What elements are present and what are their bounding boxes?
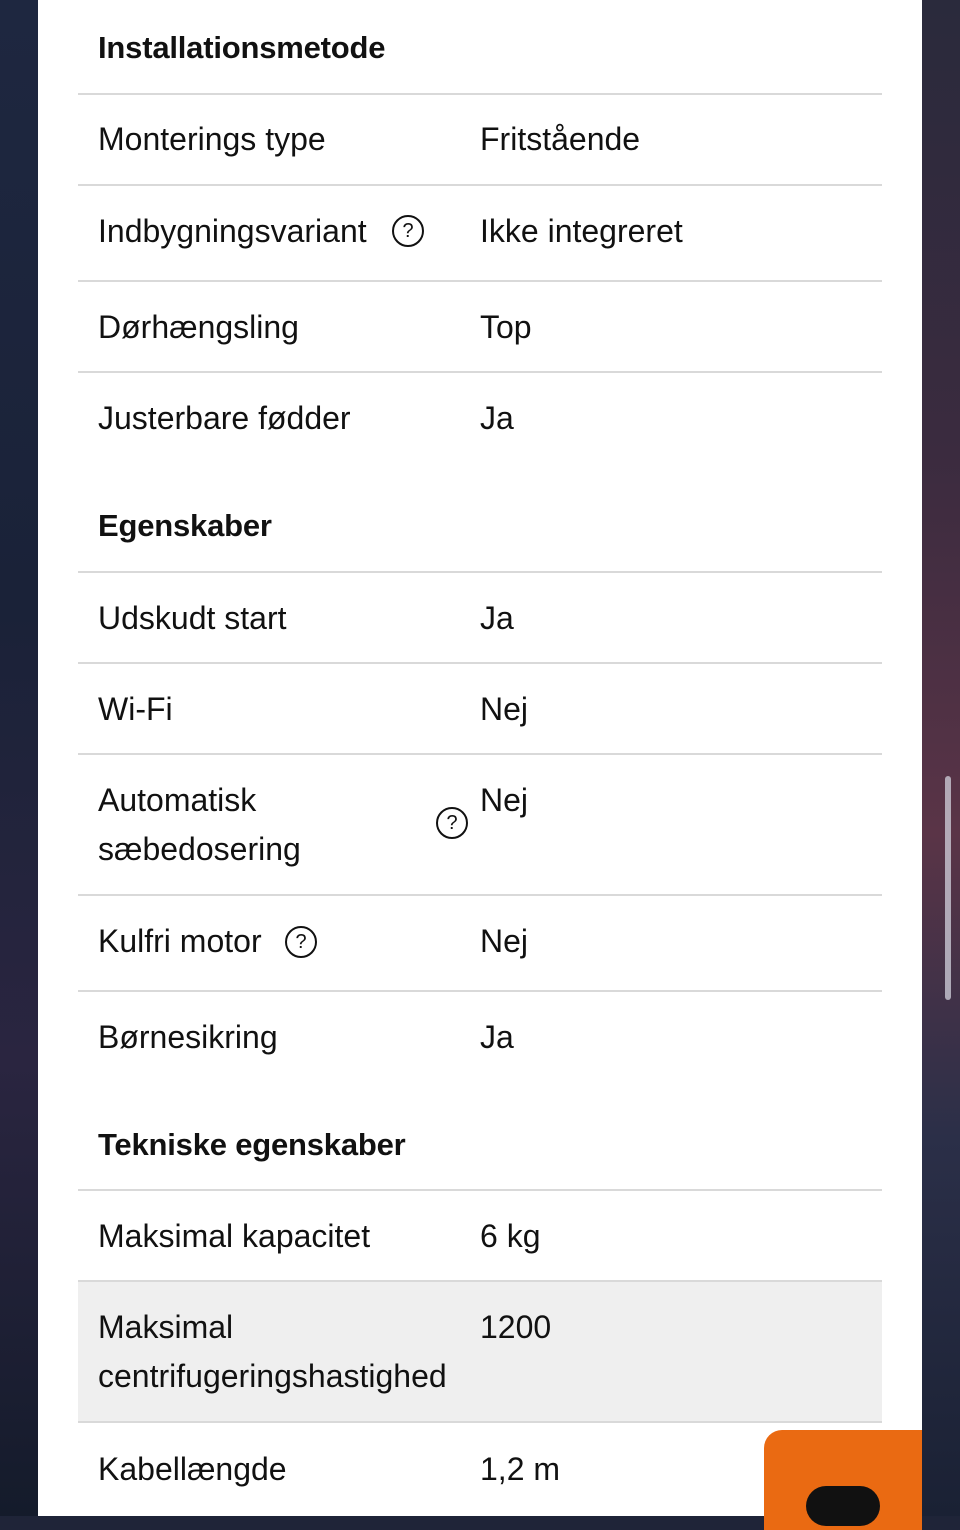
spec-row-maksimal-kapacitet	[78, 1191, 882, 1280]
spec-row-kabellaengde	[78, 1423, 882, 1516]
background-right	[922, 0, 960, 1516]
section-title-egenskaber: Egenskaber	[98, 508, 272, 543]
spec-value: Fritstående	[480, 121, 641, 157]
spec-value: Nej	[480, 923, 529, 959]
spec-value: Nej	[480, 782, 529, 818]
spec-value: 1,2 m	[480, 1451, 561, 1487]
spec-label: Wi-Fi	[98, 691, 173, 727]
section-title-installationsmetode: Installationsmetode	[98, 30, 386, 65]
spec-label: Maksimal kapacitet	[98, 1218, 371, 1254]
specifications-panel	[38, 0, 922, 1516]
spec-row-bornesikring	[78, 992, 882, 1082]
background-left	[0, 0, 38, 1516]
spec-label-line2: sæbedosering	[98, 831, 301, 867]
spec-row-wi-fi	[78, 664, 882, 753]
spec-label-line2: centrifugeringshastighed	[98, 1358, 447, 1394]
spec-value: Ja	[480, 1019, 514, 1055]
spec-label: Justerbare fødder	[98, 400, 351, 436]
spec-row-indbygningsvariant	[78, 186, 882, 280]
spec-label: Udskudt start	[98, 600, 287, 636]
spec-label: Kulfri motor	[98, 923, 262, 959]
spec-label: Monterings type	[98, 121, 326, 157]
spec-label-line1: Automatisk	[98, 782, 257, 818]
spec-row-automatisk-saebedosering	[78, 755, 882, 894]
spec-label: Indbygningsvariant	[98, 213, 367, 249]
spec-row-maksimal-centrifugeringshastighed	[78, 1282, 882, 1421]
spec-value: Ikke integreret	[480, 213, 683, 249]
spec-value: Nej	[480, 691, 529, 727]
spec-value: 6 kg	[480, 1218, 541, 1254]
section-title-tekniske-egenskaber: Tekniske egenskaber	[98, 1127, 406, 1162]
spec-row-udskudt-start	[78, 573, 882, 662]
spec-row-monterings-type	[78, 95, 882, 184]
question-circle-icon[interactable]: ?	[392, 215, 424, 247]
spec-label-line1: Maksimal	[98, 1309, 234, 1345]
chat-button[interactable]	[764, 1430, 922, 1530]
spec-label: Dørhængsling	[98, 309, 299, 345]
spec-value: Ja	[480, 400, 514, 436]
scrollbar-thumb[interactable]	[945, 776, 951, 1000]
question-circle-icon[interactable]: ?	[436, 807, 468, 839]
question-circle-icon[interactable]: ?	[285, 926, 317, 958]
spec-value: 1200	[480, 1309, 552, 1345]
spec-row-kulfri-motor	[78, 896, 882, 990]
spec-label: Kabellængde	[98, 1451, 287, 1487]
chat-bubble-icon	[806, 1486, 880, 1526]
spec-label: Børnesikring	[98, 1019, 278, 1055]
spec-value: Ja	[480, 600, 514, 636]
spec-value: Top	[480, 309, 532, 345]
spec-row-justerbare-fodder	[78, 373, 882, 463]
spec-row-dorhaengsling	[78, 282, 882, 371]
